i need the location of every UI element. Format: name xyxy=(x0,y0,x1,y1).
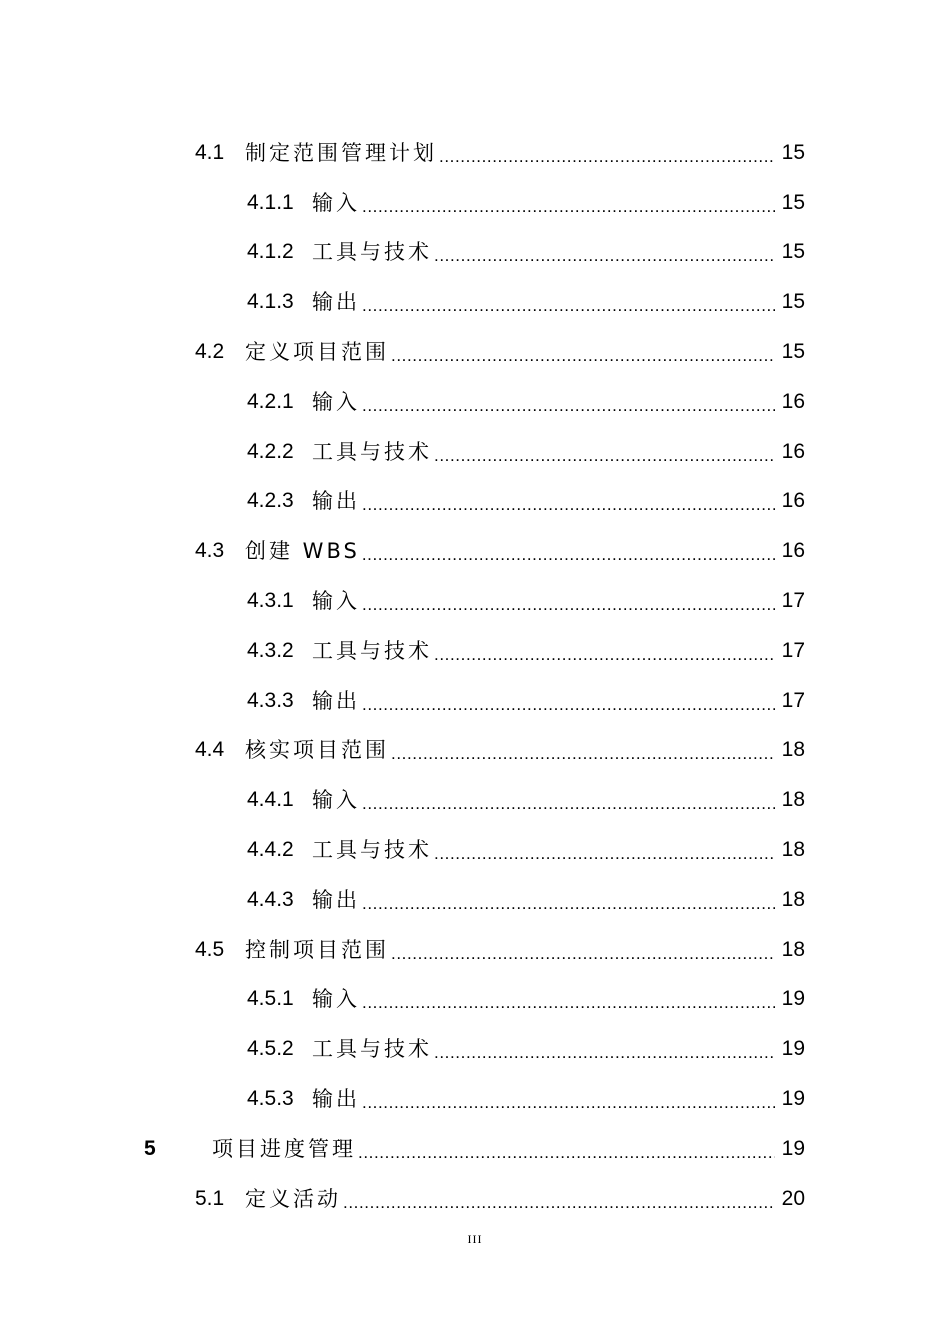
toc-dot-leader xyxy=(362,890,775,918)
toc-entry-number: 5.1 xyxy=(195,1186,225,1210)
toc-entry[interactable] xyxy=(0,775,950,825)
table-of-contents xyxy=(0,128,950,1224)
toc-dot-leader xyxy=(358,1139,775,1167)
toc-entry[interactable] xyxy=(0,626,950,676)
toc-entry-title: 核实项目范围 xyxy=(245,738,389,763)
toc-entry-number: 4.5.1 xyxy=(247,987,294,1011)
toc-entry-page: 19 xyxy=(781,987,805,1011)
toc-entry[interactable] xyxy=(0,1074,950,1124)
toc-entry-page: 19 xyxy=(781,1136,805,1160)
toc-entry-title: 输入 xyxy=(312,389,360,414)
toc-entry-number: 4.1.1 xyxy=(247,190,294,214)
toc-dot-leader xyxy=(434,840,775,868)
toc-entry-page: 15 xyxy=(781,240,805,264)
toc-entry-number: 4.5.2 xyxy=(247,1037,294,1061)
toc-entry-page: 17 xyxy=(781,638,805,662)
toc-dot-leader xyxy=(439,143,775,171)
toc-entry-title: 输出 xyxy=(312,1087,360,1112)
toc-entry-title: 输出 xyxy=(312,489,360,514)
toc-entry-title: 定义活动 xyxy=(245,1186,341,1211)
toc-entry-number: 4.2.3 xyxy=(247,489,294,513)
toc-entry[interactable] xyxy=(0,526,950,576)
toc-entry-title: 工具与技术 xyxy=(312,439,432,464)
toc-dot-leader xyxy=(362,292,775,320)
toc-dot-leader xyxy=(362,491,775,519)
toc-dot-leader xyxy=(434,1039,775,1067)
toc-entry-title: 输入 xyxy=(312,589,360,614)
toc-entry[interactable] xyxy=(0,377,950,427)
toc-entry[interactable] xyxy=(0,975,950,1025)
toc-entry-title: 制定范围管理计划 xyxy=(245,140,437,165)
toc-dot-leader xyxy=(362,591,775,619)
toc-entry-page: 16 xyxy=(781,489,805,513)
toc-entry-title: 定义项目范围 xyxy=(245,340,389,365)
toc-entry-page: 16 xyxy=(781,439,805,463)
toc-entry-number: 4.4.2 xyxy=(247,838,294,862)
toc-entry[interactable] xyxy=(0,1024,950,1074)
toc-entry-number: 4.2 xyxy=(195,340,225,364)
toc-entry-number: 4.4 xyxy=(195,738,225,762)
toc-entry[interactable] xyxy=(0,875,950,925)
toc-dot-leader xyxy=(434,641,775,669)
toc-entry[interactable] xyxy=(0,327,950,377)
toc-dot-leader xyxy=(434,442,775,470)
toc-entry-title: 输入 xyxy=(312,987,360,1012)
toc-dot-leader xyxy=(391,342,775,370)
toc-entry-title: 控制项目范围 xyxy=(245,937,389,962)
toc-dot-leader xyxy=(391,940,775,968)
toc-entry[interactable] xyxy=(0,178,950,228)
toc-dot-leader xyxy=(362,1089,775,1117)
toc-dot-leader xyxy=(362,691,775,719)
toc-entry-number: 4.3 xyxy=(195,539,225,563)
toc-entry-page: 15 xyxy=(781,290,805,314)
toc-entry[interactable] xyxy=(0,1174,950,1224)
page-number: III xyxy=(467,1232,483,1246)
toc-entry-number: 4.5.3 xyxy=(247,1087,294,1111)
toc-dot-leader xyxy=(362,790,775,818)
toc-entry-page: 15 xyxy=(781,190,805,214)
toc-entry-page: 18 xyxy=(781,788,805,812)
toc-entry-page: 16 xyxy=(781,389,805,413)
toc-entry-page: 18 xyxy=(781,738,805,762)
toc-entry-title: 工具与技术 xyxy=(312,240,432,265)
toc-entry-title: 工具与技术 xyxy=(312,838,432,863)
toc-entry-title: 工具与技术 xyxy=(312,638,432,663)
toc-dot-leader xyxy=(434,242,775,270)
toc-entry[interactable] xyxy=(0,477,950,527)
toc-dot-leader xyxy=(362,541,775,569)
toc-entry-number: 4.1 xyxy=(195,140,225,164)
toc-entry-number: 4.2.1 xyxy=(247,389,294,413)
toc-entry[interactable] xyxy=(0,427,950,477)
toc-dot-leader xyxy=(362,392,775,420)
toc-entry-title: 输入 xyxy=(312,788,360,813)
toc-entry-page: 18 xyxy=(781,937,805,961)
toc-entry[interactable] xyxy=(0,726,950,776)
toc-entry-title: 创建 WBS xyxy=(245,539,360,564)
toc-entry-page: 16 xyxy=(781,539,805,563)
toc-entry-number: 5 xyxy=(144,1136,156,1160)
toc-entry[interactable] xyxy=(0,228,950,278)
toc-entry[interactable] xyxy=(0,1124,950,1174)
toc-entry-page: 19 xyxy=(781,1037,805,1061)
toc-entry-page: 19 xyxy=(781,1087,805,1111)
toc-entry[interactable] xyxy=(0,277,950,327)
toc-entry-title: 工具与技术 xyxy=(312,1037,432,1062)
toc-entry-page: 15 xyxy=(781,340,805,364)
toc-entry-number: 4.1.2 xyxy=(247,240,294,264)
toc-entry[interactable] xyxy=(0,676,950,726)
toc-entry-number: 4.3.2 xyxy=(247,638,294,662)
toc-dot-leader xyxy=(343,1189,775,1217)
toc-entry-page: 18 xyxy=(781,838,805,862)
toc-entry-number: 4.4.1 xyxy=(247,788,294,812)
toc-entry-number: 4.3.3 xyxy=(247,688,294,712)
toc-entry-title: 输入 xyxy=(312,190,360,215)
toc-entry-title: 输出 xyxy=(312,688,360,713)
toc-entry-title: 输出 xyxy=(312,290,360,315)
toc-entry-page: 17 xyxy=(781,688,805,712)
toc-entry[interactable] xyxy=(0,128,950,178)
toc-entry-number: 4.3.1 xyxy=(247,589,294,613)
toc-entry[interactable] xyxy=(0,825,950,875)
toc-entry-number: 4.5 xyxy=(195,937,225,961)
toc-entry-number: 4.4.3 xyxy=(247,887,294,911)
toc-entry-page: 20 xyxy=(781,1186,805,1210)
toc-entry-title: 输出 xyxy=(312,887,360,912)
toc-entry-title: 项目进度管理 xyxy=(212,1136,356,1161)
toc-entry-number: 4.1.3 xyxy=(247,290,294,314)
toc-entry[interactable] xyxy=(0,576,950,626)
toc-entry-number: 4.2.2 xyxy=(247,439,294,463)
toc-entry-page: 17 xyxy=(781,589,805,613)
toc-entry-page: 18 xyxy=(781,887,805,911)
toc-dot-leader xyxy=(362,989,775,1017)
toc-dot-leader xyxy=(391,740,775,768)
toc-dot-leader xyxy=(362,193,775,221)
toc-entry[interactable] xyxy=(0,925,950,975)
toc-entry-page: 15 xyxy=(781,140,805,164)
